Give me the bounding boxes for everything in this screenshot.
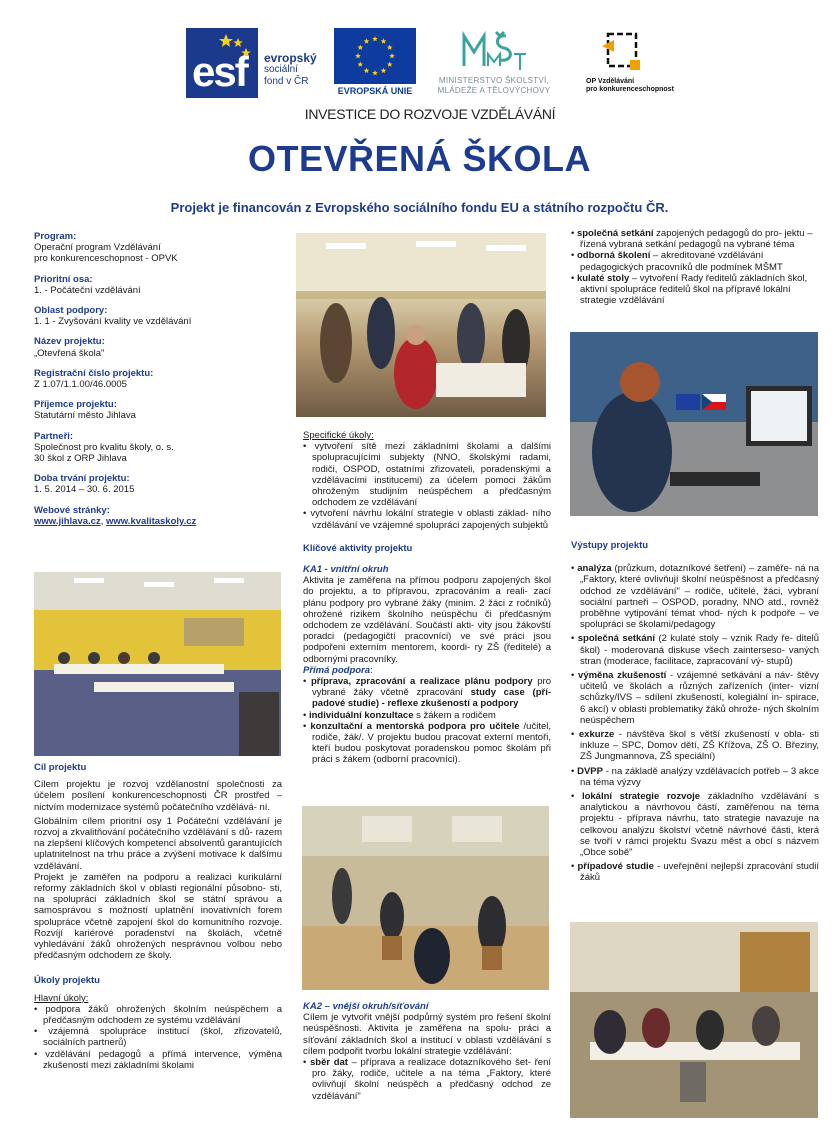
msmt-line2: MLÁDEŽE A TĚLOVÝCHOVY [437, 86, 551, 95]
esf-line2: sociální [264, 64, 298, 75]
photo-classroom [34, 572, 281, 756]
vystupy-item [571, 670, 819, 726]
info-doba-value: 1. 5. 2014 – 30. 6. 2015 [34, 484, 135, 496]
info-program [34, 231, 256, 265]
photo-classroom-illustration [34, 572, 281, 756]
prima3-bold: konzultační a mentorská podpora pro učitele [310, 720, 520, 732]
eu-star [389, 53, 395, 58]
vystupy-item-bold: DVPP [577, 765, 603, 777]
specificke-item: • vytvoření sítě mezi základními školami a dalšími spolupracujícími subjekty (NNO, školskými radami, rodiči, OSPOD, ostatními zřizovateli, poradenskými a vzdělávacími institucemi) za účelem pomoci žákům ohroženým studijním neúspěchem a předčasným odchodem ze vzdělávání [303, 441, 551, 508]
info-program-label: Program: [34, 231, 77, 242]
vystupy-item-text: (průzkum, dotazníkové šetření) – zaměře- ná na „Faktory, které ovlivňují školní neúspěšnost a předčasný odchod ze vzdělávání" – rodiče, učitelé, žáci, vybraní sociální partneři – OSPOD, poradny, NNO atd., rovněž proběhne vytipování témat vhod- ných k podpoře – ve spolupráci se školami/pedagogy [580, 563, 820, 631]
stoly-rest: – vytvoření Rady ředitelů základních škol, aktivní spolupráce ředitelů škol na přípravě lokální strategie vzdělávání [580, 272, 808, 307]
photo-workshop-illustration [296, 233, 546, 417]
info-doba-label: Doba trvání projektu: [34, 473, 130, 485]
vystupy-item [571, 861, 819, 883]
project-info [34, 231, 256, 536]
vystupy-item-text: - na základě analýzy vzdělávacích potřeb – 3 akce na téma výzvy [580, 765, 819, 788]
page-title: OTEVŘENÁ ŠKOLA [247, 138, 592, 179]
vystupy-item [571, 633, 819, 667]
eu-star [364, 68, 370, 73]
cil-p1: Cílem projektu je rozvoj vzdělanostní společnosti za účelem posílení konkurenceschopnosti ČR prostřed – nictvím modernizace systémů počátečního vzdělává- ní. [34, 779, 282, 813]
op-logo [586, 26, 682, 100]
info-doba [34, 473, 256, 495]
ka2-title: KA2 – vnější okruh/síťování [303, 1001, 429, 1012]
prima-colon: : [370, 664, 373, 676]
link-jihlava[interactable]: www.jihlava.cz [34, 515, 101, 527]
link-separator: , [100, 515, 106, 527]
ka1-title: KA1 - vnitřní okruh [303, 564, 389, 576]
info-reg [34, 368, 256, 390]
esf-logo-box [186, 28, 258, 98]
prima1-bold: příprava, zpracování a realizace plánu podpory [310, 676, 533, 688]
info-oblast-value: 1. 1 - Zvyšování kvality ve vzdělávání [34, 316, 192, 328]
eu-star [381, 38, 387, 43]
prima1-bold2: study case (pří- padové studie) - reflexe zkušeností a podpory [312, 687, 551, 710]
info-nazev [34, 336, 256, 358]
info-web [34, 505, 256, 527]
vystupy-item-text: - uveřejnění nejlepší zpracování studií žáků [580, 861, 819, 884]
info-partneri [34, 431, 256, 465]
vystupy-item-bold: společná setkání [577, 633, 656, 645]
cil-p3: Projekt je zaměřen na podporu a realizaci kurikulární reformy základních škol v oblasti regionální působno- sti, na spolupráci základních škol se státní správou a samosprávou s možností uplatnění inovativních forem spolupráce včetně zapojení škol do komunitního rozvoje. Rozvíjí kariérové poradenství na školách, včetně vyhledávání žáků ohrožených nesprávnou volbou nebo předčasným odchodem ze školy. [34, 871, 282, 962]
esf-letters: esf [192, 48, 247, 95]
photo-meeting [570, 922, 818, 1118]
eu-logo [334, 28, 416, 98]
vystupy-item-text: - vzájemné setkávání a náv- štěvy učitelů ve školách a různých zařízeních (inter- vizní schůzky/IVS – sdílení zkušeností, kolegiální in- spirace, 6 akcí) v oblasti problematiky žáků ohrože- ných školním neúspěchem [580, 670, 819, 726]
info-nazev-label: Název projektu: [34, 336, 105, 348]
photo-computer-illustration [570, 332, 818, 516]
info-prijemce [34, 399, 256, 421]
cil-section [34, 762, 282, 1071]
msmt-mark-icon [460, 26, 530, 74]
vystupy-item-bold: lokální strategie rozvoje [581, 791, 701, 803]
stoly-bold: kulaté stoly [576, 272, 630, 284]
vystupy-item [571, 791, 819, 858]
stoly-item [571, 273, 819, 307]
link-kvalitaskoly[interactable]: www.kvalitaskoly.cz [105, 515, 197, 527]
prima-label: Přímá podpora [303, 664, 371, 676]
eu-star [355, 53, 361, 58]
info-nazev-value: „Otevřená škola" [34, 347, 105, 359]
ukoly-hlavni-item: • podpora žáků ohrožených školním neúspěchem a předčasným odchodem ze systému vzdělávání [34, 1004, 282, 1026]
info-program-line2: pro konkurenceschopnost - OPVK [34, 253, 178, 265]
photo-workshop [296, 233, 546, 417]
esf-logo [186, 28, 328, 98]
op-text [586, 78, 682, 94]
info-prijemce-value: Statutární město Jihlava [34, 410, 136, 422]
vystupy-item [571, 766, 819, 788]
eu-star [387, 62, 393, 67]
skoleni-bold: odborná školení [576, 250, 651, 262]
prima3-rest: /učitel, rodiče, žák/. V projektu budou pracovat externí mentoři, kteří budou poskytovat poradenskou pomoc školám při práci s žákem (odborní pracovníci). [312, 720, 551, 766]
vystupy-item-bold: exkurze [578, 729, 615, 741]
prima-heading [303, 665, 551, 676]
info-osa-value: 1. - Počáteční vzdělávání [34, 284, 141, 296]
vystupy-item-text: - návštěva škol s větší zkušeností v obla- sti inkluze – SPC, Domov dětí, ZŠ Křížova, ZŠ O. Březiny, ZŠ Jungmannova, ZŠ speciální) [580, 729, 819, 763]
vystupy-heading: Výstupy projektu [571, 540, 649, 551]
ukoly-hlavni-label: Hlavní úkoly: [34, 992, 89, 1004]
eu-stars-icon [334, 28, 416, 84]
photo-meeting-illustration [570, 922, 818, 1118]
esf-line1: evropský [264, 51, 317, 65]
photo-computer [570, 332, 818, 516]
prima1-rest: pro vybrané žáky včetně zpracování [312, 676, 552, 699]
msmt-text [424, 76, 564, 96]
specificke-item: • vytvoření návrhu lokální strategie v oblasti základ- ního vzdělávání ve vzájemné spolupráci zapojených subjektů [303, 508, 551, 530]
info-oblast-label: Oblast podpory: [34, 305, 108, 317]
sber-rest: – příprava a realizace dotazníkového šet- ření pro žáky, rodiče, učitele a na téma „Faktory, které ovlivňují školní neúspěch a předčasný odchod ze vzdělávání" [312, 1057, 551, 1102]
eu-flag [334, 28, 416, 84]
ka2-section [303, 1001, 551, 1102]
ka2-text: Cílem je vytvořit vnější podpůrný systém pro řešení školní neúspěšnosti. Aktivita je zaměřena na spolu- práci a síťování základních škol a institucí v oblasti vzdělávání s cílem podpořit tvorbu lokální strategie vzdělávání: [303, 1012, 551, 1057]
ka2-continued [571, 228, 819, 306]
op-mark-icon [596, 26, 646, 76]
setkani-bold: společná setkání [576, 228, 654, 239]
info-oblast [34, 305, 256, 327]
info-partneri-line1: Společnost pro kvalitu školy, o. s. [34, 441, 174, 453]
vystupy-item-bold: analýza [577, 563, 612, 575]
sber-item [303, 1057, 551, 1102]
skoleni-rest: – akreditované vzdělávání pedagogických pracovníků dle podmínek MŠMT [580, 250, 783, 273]
sber-bold: sběr dat [309, 1057, 348, 1069]
prima-item [303, 710, 551, 721]
info-osa [34, 274, 256, 296]
cil-p2: Globálním cílem prioritní osy 1 Počáteční vzdělávání je rozvoj a zkvalitňování počátečního vzdělávání s dů- razem na zlepšení klíčových kompetencí absolventů garantujících uplatnitelnost na trhu práce a zvýšení motivace k dalšímu vzdělávání. [34, 815, 282, 872]
eu-star [364, 38, 370, 43]
op-line2: pro konkurenceschopnost [586, 86, 674, 93]
vystupy-item [571, 563, 819, 630]
eu-label: EVROPSKÁ UNIE [337, 86, 413, 96]
msmt-logo [424, 26, 564, 100]
ukoly-hlavni-item: • vzdělávání pedagogů a přímá intervence, výměna zkušeností mezi základními školami [34, 1049, 282, 1071]
prima2-rest: s žákem a rodičem [413, 709, 496, 721]
vystupy-item-bold: případové studie [577, 861, 654, 873]
info-partneri-line2: 30 škol z ORP Jihlava [34, 453, 127, 465]
specificke-label: Specifické úkoly: [303, 430, 374, 441]
info-web-label: Webové stránky: [34, 504, 110, 516]
vystupy-section [571, 540, 819, 884]
setkani-item [571, 228, 819, 250]
aktivity-heading: Klíčové aktivity projektu [303, 542, 413, 554]
info-program-line1: Operační program Vzdělávání [34, 242, 161, 254]
vystupy-item [571, 729, 819, 763]
ukoly-heading: Úkoly projektu [34, 975, 100, 987]
prima-item [303, 676, 551, 710]
setkani-rest: zapojených pedagogů do pro- jektu – řízená vybraná setkání pedagogů na vybrané téma [580, 228, 813, 251]
skoleni-item [571, 250, 819, 272]
eu-star [357, 62, 363, 67]
info-reg-value: Z 1.07/1.1.00/46.0005 [34, 379, 127, 391]
esf-logo-text [264, 52, 317, 88]
esf-line3: fond v ČR [264, 76, 309, 87]
ukoly-hlavni-item: • vzájemná spolupráce institucí (škol, zřizovatelů, sociálních partnerů) [34, 1026, 282, 1048]
eu-star [381, 68, 387, 73]
eu-star [357, 45, 363, 50]
info-prijemce-label: Příjemce projektu: [34, 399, 117, 411]
eu-star [372, 70, 378, 75]
specificke-and-ka1 [303, 430, 551, 766]
vystupy-item-text: (2 kulaté stoly – vznik Rady ře- ditelů škol) - moderovaná diskuse všech zainterseso- vaných stran (moderace, facilitace, zapracování vý- stupů) [580, 633, 820, 667]
info-web-links [34, 516, 256, 527]
info-reg-label: Registrační číslo projektu: [34, 367, 154, 379]
msmt-line1: MINISTERSTVO ŠKOLSTVÍ, [438, 76, 550, 85]
info-osa-label: Prioritní osa: [34, 273, 93, 285]
prima-item [303, 721, 551, 766]
op-line1: OP Vzdělávání [586, 78, 635, 85]
photo-gym-illustration [302, 806, 549, 990]
cil-heading: Cíl projektu [34, 762, 87, 773]
info-partneri-label: Partneři: [34, 430, 74, 442]
eu-star [387, 45, 393, 50]
eu-star [372, 36, 378, 41]
page-subtitle: Projekt je financován z Evropského sociálního fondu EU a státního rozpočtu ČR. [170, 200, 669, 215]
prima2-bold: individuální konzultace [308, 709, 414, 721]
investice-tagline: INVESTICE DO ROZVOJE VZDĚLÁVÁNÍ [304, 106, 556, 122]
photo-gym-circle [302, 806, 549, 990]
vystupy-item-bold: výměna zkušeností [578, 670, 667, 682]
vystupy-item-text: základního vzdělávání s analytickou a návrhovou částí, zaměřenou na téma projektu - příprava návrhu, tato strategie navazuje na celkovou analýzu školství včetně návrhové části, která se tvoří v rámci projektu Svazu měst a obcí s názvem „Obce sobě" [580, 791, 820, 859]
ka1-text: Aktivita je zaměřena na přímou podporu zapojených škol do projektu, a to přípravou, zpracováním a reali- zací plánu podpory pro vybrané žáky (minim. 2 žáci z ročníků) ohrožené rizikem školního neúspěchu či předčasným odchodem ze vzdělávání. Součástí akti- vity jsou žákovští poradci (pedagogičtí pracovníci) ve své práci jsou podpořeni externím mentorem, koordi- ry ZŠ (ředitelé) a odbornými pracovníky. [303, 575, 551, 665]
